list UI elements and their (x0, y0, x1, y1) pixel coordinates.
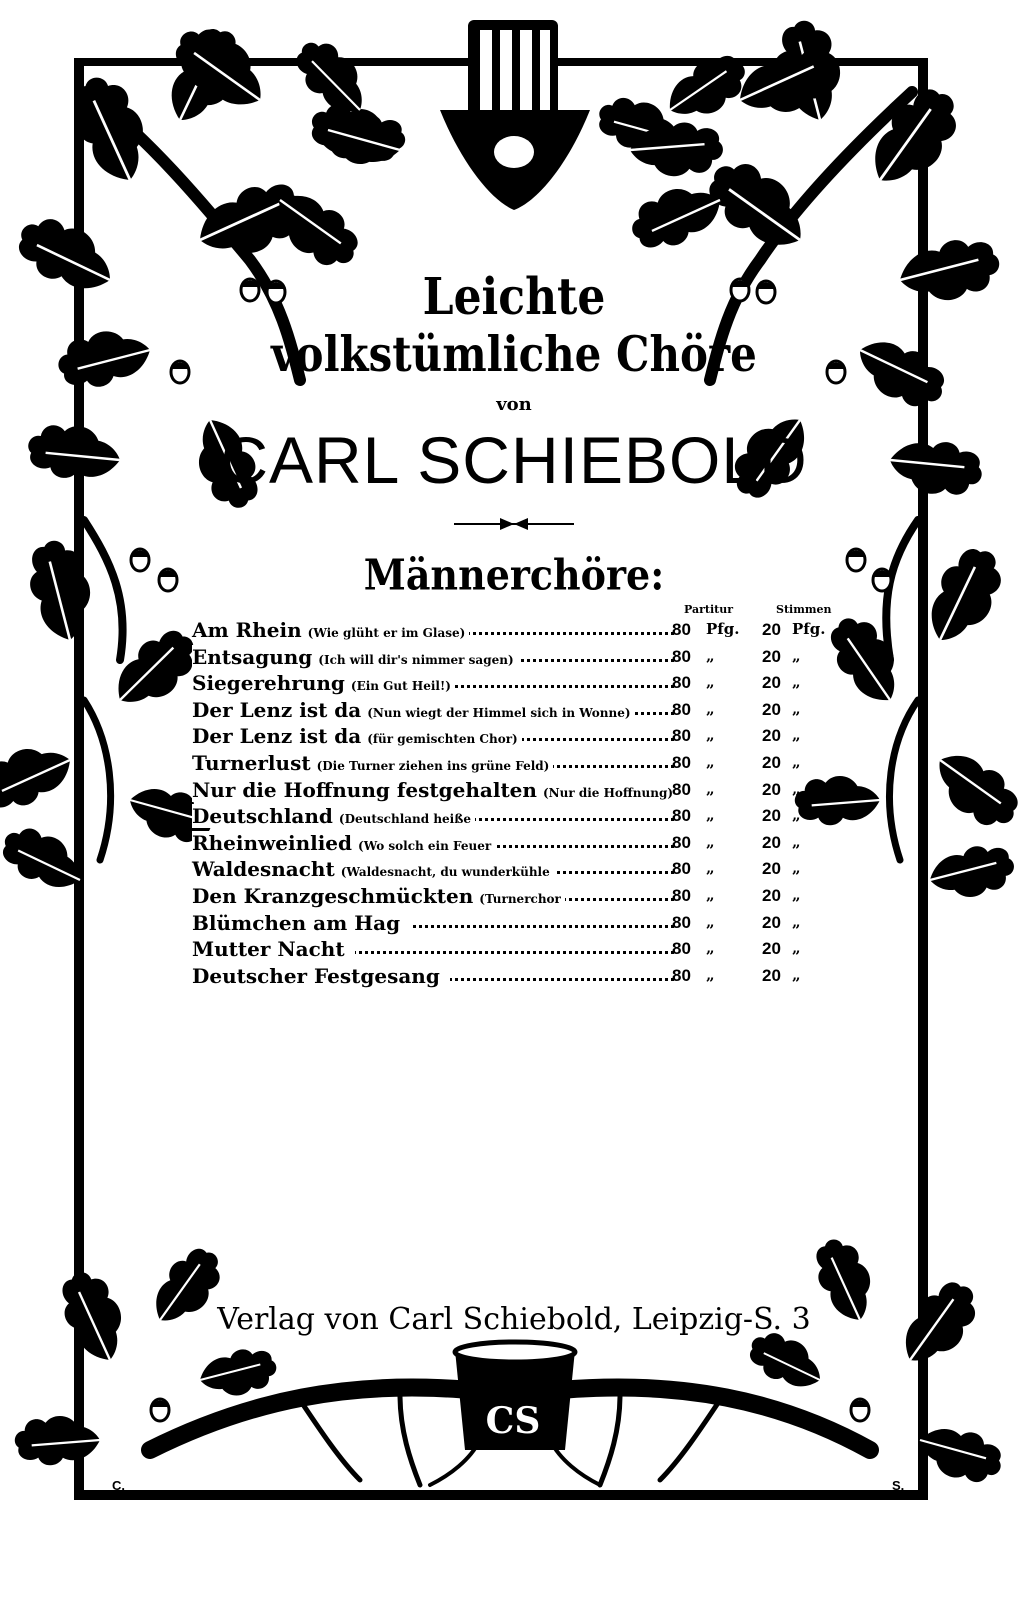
title-line-2: volkstümliche Chöre (271, 326, 757, 383)
composer-name: CARL SCHIEBOLD (220, 423, 808, 497)
partitur-unit: „ (706, 859, 715, 878)
divider-ornament (454, 518, 574, 530)
stimmen-price: 20 (762, 806, 781, 826)
partitur-unit: „ (706, 965, 715, 984)
song-name: Nur die Hoffnung festgehalten (192, 777, 537, 802)
stimmen-price: 20 (762, 726, 781, 746)
song-title (192, 964, 450, 988)
song-title (192, 698, 635, 722)
stimmen-unit: „ (792, 885, 801, 904)
list-item (184, 778, 844, 805)
stimmen-price: 20 (762, 832, 781, 852)
song-subtitle: (Wie glüht er im Glase) (307, 626, 466, 640)
lyre-emblem (285, 20, 755, 210)
song-title (192, 778, 677, 802)
song-name: Siegerehrung (192, 671, 345, 696)
stimmen-price: 20 (762, 673, 781, 693)
song-subtitle: (Wo solch ein Feuer (358, 838, 492, 853)
partitur-unit: „ (706, 912, 715, 931)
list-item (184, 911, 844, 938)
song-title (192, 671, 455, 695)
stimmen-unit: „ (792, 726, 801, 745)
song-subtitle: (Nun wiegt der Himmel sich in Wonne) (367, 705, 631, 720)
song-name: Der Lenz ist da (192, 697, 362, 722)
partitur-unit: „ (706, 673, 715, 692)
song-name: Am Rhein (192, 618, 302, 642)
stimmen-unit: „ (792, 673, 801, 692)
song-title (192, 618, 469, 642)
list-item (184, 645, 844, 672)
stimmen-unit: „ (792, 646, 801, 665)
list-item (184, 751, 844, 778)
title-line-1: Leichte (422, 268, 606, 327)
stimmen-unit: „ (792, 699, 801, 718)
list-item (184, 671, 844, 698)
corner-initial-right: S. (892, 1478, 905, 1493)
song-name: Der Lenz ist da (192, 724, 362, 749)
stimmen-unit: „ (792, 832, 801, 851)
song-subtitle: (Ich will dir's nimmer sagen) (318, 652, 514, 667)
partitur-price: 80 (672, 752, 691, 772)
song-name: Mutter Nacht (192, 937, 345, 962)
song-subtitle: (Die Turner ziehen ins grüne Feld) (316, 758, 550, 773)
partitur-unit: „ (706, 752, 715, 771)
song-title (192, 831, 495, 855)
partitur-price: 80 (672, 939, 691, 959)
song-title (192, 937, 355, 961)
partitur-unit: „ (706, 806, 715, 825)
song-name: Entsagung (192, 644, 313, 669)
corner-initial-left: C. (112, 1478, 125, 1493)
list-item (184, 618, 844, 645)
partitur-price: 80 (672, 646, 691, 666)
partitur-price: 80 (672, 859, 691, 879)
partitur-unit: Pfg. (706, 620, 740, 638)
song-title (192, 911, 410, 935)
partitur-price: 80 (672, 699, 691, 719)
song-subtitle: (Nur die Hoffnung) (542, 785, 674, 800)
partitur-unit: „ (706, 726, 715, 745)
list-item (184, 698, 844, 725)
stimmen-price: 20 (762, 885, 781, 905)
section-heading: Männerchöre: (363, 549, 665, 600)
partitur-price: 80 (672, 965, 691, 985)
stimmen-price: 20 (762, 699, 781, 719)
partitur-price: 80 (672, 832, 691, 852)
song-title (192, 804, 475, 828)
song-subtitle: (für gemischten Chor) (367, 732, 518, 747)
partitur-price: 80 (672, 673, 691, 693)
monogram: CS (485, 1400, 541, 1442)
publisher-line: Verlag von Carl Schiebold, Leipzig-S. 3 (217, 1302, 811, 1337)
by-label: von (496, 394, 532, 415)
song-subtitle: (Deutschland heiße (338, 812, 471, 827)
song-subtitle: (Ein Gut Heil!) (350, 679, 451, 694)
stimmen-unit: „ (792, 939, 801, 958)
song-name: Deutscher Festgesang (192, 963, 440, 988)
stimmen-unit: „ (792, 752, 801, 771)
partitur-price: 80 (672, 912, 691, 932)
partitur-unit: „ (706, 939, 715, 958)
song-list (184, 618, 844, 990)
song-title (192, 857, 554, 881)
list-item (184, 724, 844, 751)
list-item (184, 884, 844, 911)
song-name: Den Kranzgeschmückten (192, 883, 474, 908)
song-subtitle: (Turnerchor (479, 891, 561, 906)
stimmen-price: 20 (762, 779, 781, 799)
song-title (192, 724, 522, 748)
song-title (192, 751, 553, 775)
stimmen-price: 20 (762, 620, 781, 639)
partitur-unit: „ (706, 832, 715, 851)
list-item (184, 831, 844, 858)
partitur-unit: „ (706, 646, 715, 665)
column-header-stimmen: Stimmen (776, 603, 832, 616)
list-item (184, 804, 844, 831)
song-name: Blümchen am Hag (192, 910, 401, 935)
list-item (184, 857, 844, 884)
partitur-price: 80 (672, 806, 691, 826)
column-header-partitur: Partitur (684, 603, 734, 616)
partitur-unit: „ (706, 699, 715, 718)
partitur-price: 80 (672, 620, 691, 639)
partitur-unit: „ (706, 885, 715, 904)
partitur-price: 80 (672, 885, 691, 905)
stimmen-price: 20 (762, 752, 781, 772)
song-name: Rheinweinlied (192, 830, 353, 855)
stimmen-price: 20 (762, 912, 781, 932)
partitur-price: 80 (672, 726, 691, 746)
stimmen-price: 20 (762, 965, 781, 985)
list-item (184, 964, 844, 991)
stimmen-price: 20 (762, 859, 781, 879)
stimmen-unit: „ (792, 965, 801, 984)
song-name: Deutschland (192, 804, 333, 829)
stimmen-unit: „ (792, 806, 801, 825)
stimmen-unit: „ (792, 859, 801, 878)
song-name: Turnerlust (192, 750, 311, 775)
stimmen-unit: „ (792, 779, 801, 798)
list-item (184, 937, 844, 964)
song-name: Waldesnacht (192, 857, 335, 882)
stimmen-unit: „ (792, 912, 801, 931)
song-title (192, 884, 565, 908)
song-title (192, 645, 518, 669)
partitur-price: 80 (672, 779, 691, 799)
stimmen-price: 20 (762, 646, 781, 666)
stimmen-price: 20 (762, 939, 781, 959)
stimmen-unit: Pfg. (792, 620, 826, 638)
partitur-unit: „ (706, 779, 715, 798)
song-subtitle: (Waldesnacht, du wunderkühle (340, 865, 550, 880)
